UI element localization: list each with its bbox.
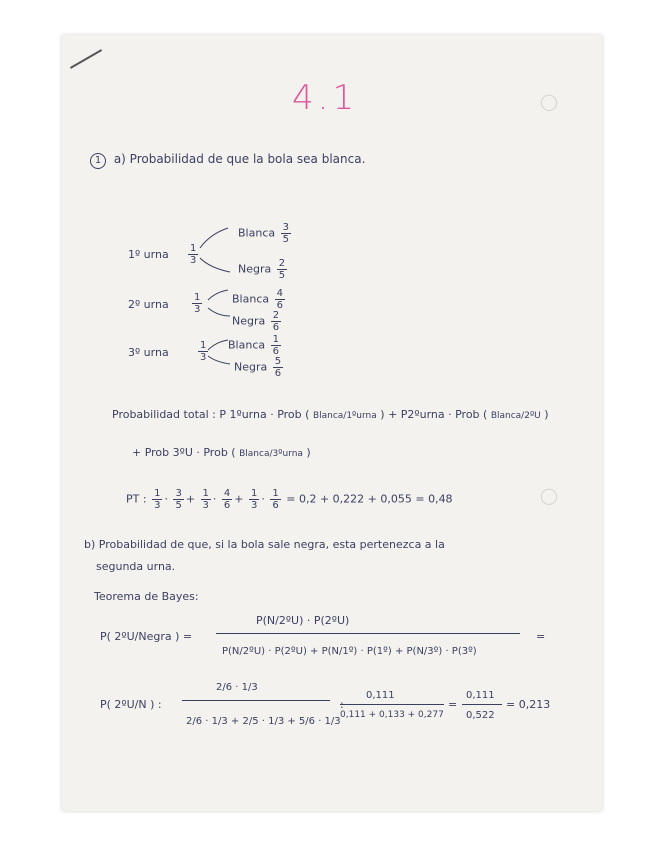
mid-denominator: 0,111 + 0,133 + 0,277 [340,710,444,720]
final-numerator: 0,111 [466,690,495,701]
bleed-circle-mark: ◯ [540,92,558,111]
urn2-prob: $\frac{1}{3}$ [194,292,201,315]
fraction-bar [216,633,520,634]
bleed-circle-mark: ◯ [540,486,558,505]
urn3-prob: $\frac{1}{3}$ [200,340,207,363]
bayes-denominator-2: 2/6 · 1/3 + 2/5 · 1/3 + 5/6 · 1/3 [186,716,341,727]
bayes-numerator-2: 2/6 · 1/3 [216,682,258,693]
bayes-denominator: P(N/2ºU) · P(2ºU) + P(N/1º) · P(1º) + P(N/3º) · P(3º) [222,646,477,657]
part-b-heading: b) Probabilidad de que, si la bola sale negra, esta pertenezca a la [84,538,445,551]
part-a-text: a) Probabilidad de que la bola sea blanca. [113,152,366,166]
page-title: 4.1 [292,78,359,118]
part-b-heading-2: segunda urna. [96,560,176,573]
urn3-negra: Negra $\frac{5}{6}$ [234,356,282,379]
mid-numerator: 0,111 [366,690,395,701]
total-prob-line1: Probabilidad total : P 1ºurna · Prob ( Blanca/1ºurna ) + P2ºurna · Prob ( Blanca/2ºU ) [112,408,549,421]
urn3-label: 3º urna [128,346,169,359]
urn3-blanca: Blanca $\frac{1}{6}$ [228,334,279,357]
fraction-bar [182,700,330,701]
final-result: = 0,213 [506,698,551,711]
bayes-numerator: P(N/2ºU) · P(2ºU) [256,614,350,627]
bayes-lhs-2: P( 2ºU/N ) : [100,698,162,711]
fraction-bar [340,704,444,705]
pt-formula: PT : $\frac{1}{3}$ · $\frac{3}{5}$ + $\frac{1}{3}$ · $\frac{4}{6}$ + $\frac{1}{3}$ · $\frac{1}{6}$ = 0,2 + 0,222 + 0,055 = 0,48 [126,488,453,511]
urn2-negra: Negra $\frac{2}{6}$ [232,310,280,333]
part-a-heading [90,152,365,169]
equals-sign: = [536,630,546,643]
total-prob-line2: + Prob 3ºU · Prob ( Blanca/3ºurna ) [132,446,311,459]
urn1-blanca: Blanca $\frac{3}{5}$ [238,222,289,245]
bayes-theorem-label: Teorema de Bayes: [94,590,199,603]
urn1-prob: $\frac{1}{3}$ [190,243,197,266]
bayes-lhs: P( 2ºU/Negra ) = [100,630,193,643]
urn2-label: 2º urna [128,298,169,311]
item-number-circle: 1 [90,153,106,169]
urn2-blanca: Blanca $\frac{4}{6}$ [232,288,283,311]
final-denominator: 0,522 [466,710,495,721]
urn1-label: 1º urna [128,248,169,261]
fraction-bar [462,704,502,705]
equals-sign-2: = [448,698,458,711]
urn1-negra: Negra $\frac{2}{5}$ [238,258,286,281]
